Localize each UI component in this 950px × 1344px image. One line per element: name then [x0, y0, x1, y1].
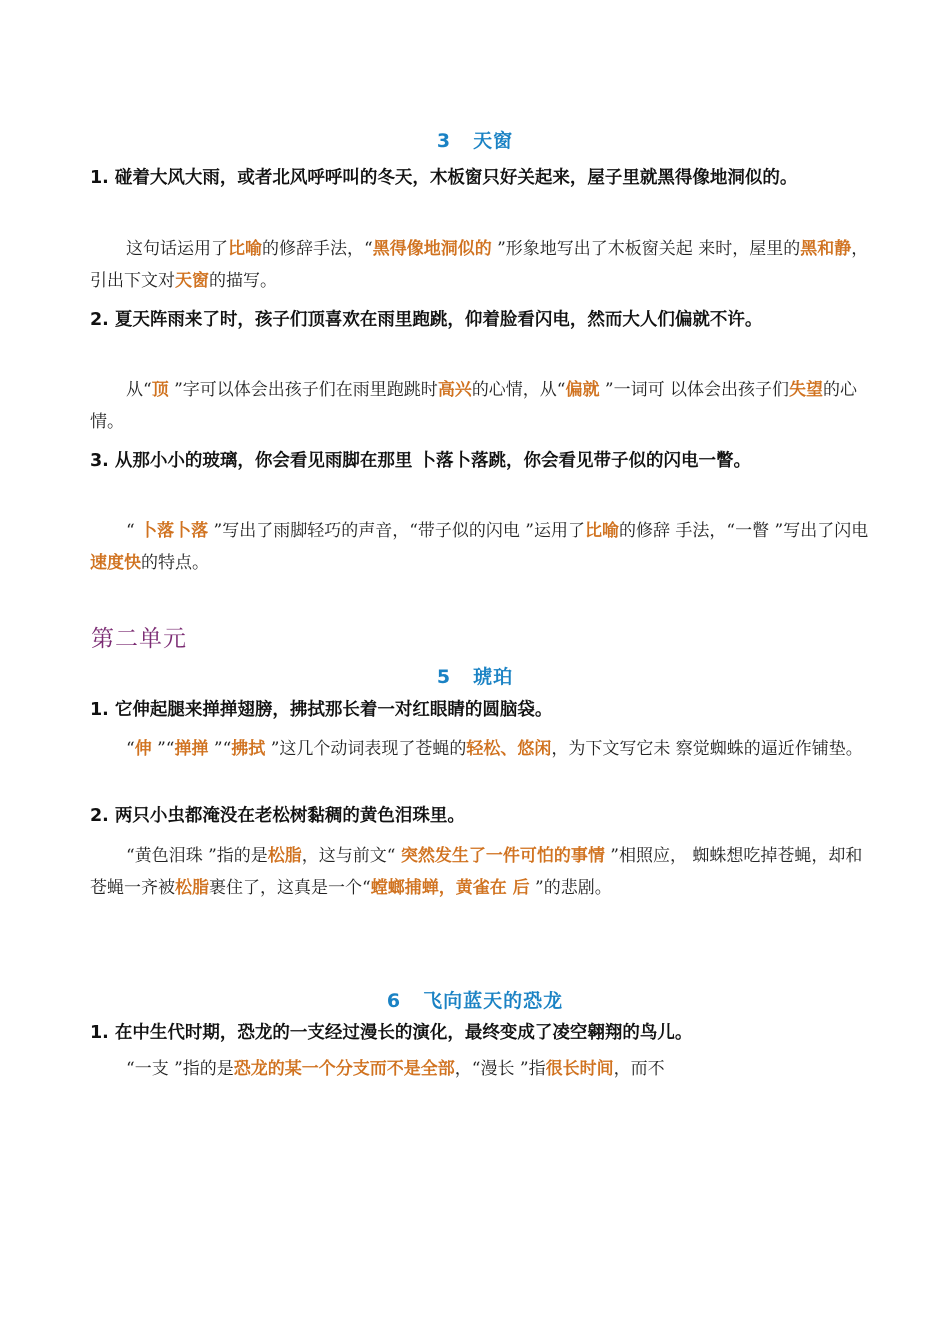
highlighted-term: 高兴: [437, 380, 472, 400]
highlighted-term: 比喻: [585, 521, 619, 541]
answer-3-2: [90, 374, 870, 438]
answer-text: “: [126, 521, 141, 541]
question-5-2: 2. 两只小虫都淹没在老松树黏稠的黄色泪珠里。: [90, 806, 465, 826]
answer-6-1: [90, 1053, 870, 1085]
answer-text: ”“: [151, 739, 175, 759]
answer-text: “黄色泪珠 ”指的是: [126, 846, 268, 866]
highlighted-term: 天窗: [175, 271, 209, 291]
answer-text: 的修辞 手法，“一瞥 ”写出了闪电: [619, 521, 869, 541]
highlighted-term: 轻松、悠闲: [466, 739, 552, 759]
highlighted-term: 速度快: [90, 553, 141, 573]
answer-text: ，而不: [613, 1059, 665, 1079]
answer-text: ”字可以体会出孩子们在雨里跑跳时: [168, 380, 438, 400]
question-6-1: 1. 在中生代时期，恐龙的一支经过漫长的演化，最终变成了凌空翱翔的鸟儿。: [90, 1023, 693, 1043]
answer-text: 的特点。: [141, 553, 209, 573]
answer-3-3: [90, 515, 870, 579]
highlighted-term: 顶: [151, 380, 169, 400]
highlighted-term: 黑和静: [800, 239, 852, 259]
answer-text: ”一词可 以体会出孩子们: [599, 380, 790, 400]
highlighted-term: 偏就: [565, 380, 600, 400]
highlighted-term: 黑得像地洞似的: [372, 239, 492, 259]
answer-text: 的描写。: [209, 271, 277, 291]
answer-5-2: [90, 840, 870, 904]
highlighted-term: 掸掸: [174, 739, 209, 759]
question-5-1: 1. 它伸起腿来掸掸翅膀，拂拭那长着一对红眼睛的圆脑袋。: [90, 700, 553, 720]
answer-text: 的修辞手法，“: [262, 239, 373, 259]
answer-text: 的心情，从“: [471, 380, 566, 400]
answer-text: 裹住了，这真是一个“: [209, 878, 371, 898]
answer-text: ，这与前文“: [301, 846, 401, 866]
unit-title: 第二单元: [91, 626, 187, 652]
highlighted-term: 拂拭: [231, 739, 266, 759]
highlighted-term: 松脂: [175, 878, 209, 898]
question-3-1: 1. 碰着大风大雨，或者北风呼呼叫的冬天，木板窗只好关起来，屋子里就黑得像地洞似的。: [90, 168, 798, 188]
question-3-2: 2. 夏天阵雨来了时，孩子们顶喜欢在雨里跑跳，仰着脸看闪电，然而大人们偏就不许。: [90, 310, 763, 330]
highlighted-term: 很长时间: [545, 1059, 614, 1079]
answer-5-1: [90, 733, 870, 765]
answer-3-1: [90, 233, 870, 297]
highlighted-term: 突然发生了一件可怕的事情: [400, 846, 605, 866]
highlighted-term: 松脂: [267, 846, 302, 866]
lesson-title-5: 5 琥珀: [436, 666, 514, 688]
highlighted-term: 伸: [134, 739, 152, 759]
answer-text: ，引出下文对: [90, 239, 869, 291]
answer-text: ”写出了雨脚轻巧的声音，“带子似的闪电 ”运用了: [208, 521, 585, 541]
answer-text: ，“漫长 ”指: [454, 1059, 546, 1079]
answer-text: ”的悲剧。: [529, 878, 612, 898]
answer-text: 这句话运用了: [126, 239, 228, 259]
answer-text: ”形象地写出了木板窗关起 来时，屋里的: [491, 239, 801, 259]
highlighted-term: 恐龙的某一个分支而不是全部: [233, 1059, 455, 1079]
answer-text: ”这几个动词表现了苍蝇的: [265, 739, 467, 759]
answer-text: “一支 ”指的是: [126, 1059, 234, 1079]
lesson-title-3: 3 天窗: [436, 130, 514, 152]
highlighted-term: 螳螂捕蝉，黄雀在 后: [370, 878, 530, 898]
highlighted-term: 比喻: [228, 239, 262, 259]
highlighted-term: 卜落卜落: [140, 521, 209, 541]
answer-text: ，为下文写它未 察觉蜘蛛的逼近作铺垫。: [551, 739, 863, 759]
answer-text: 从“: [126, 380, 152, 400]
answer-text: ”“: [208, 739, 232, 759]
question-3-3: 3. 从那小小的玻璃，你会看见雨脚在那里 卜落卜落跳，你会看见带子似的闪电一瞥。: [90, 451, 752, 471]
highlighted-term: 失望: [789, 380, 824, 400]
answer-text: “: [126, 739, 135, 759]
answer-text: 的心情。: [90, 380, 858, 432]
lesson-title-6: 6 飞向蓝天的恐龙: [386, 990, 564, 1012]
answer-text: ”相照应， 蜘蛛想吃掉苍蝇，却和苍蝇一齐被: [90, 846, 863, 898]
